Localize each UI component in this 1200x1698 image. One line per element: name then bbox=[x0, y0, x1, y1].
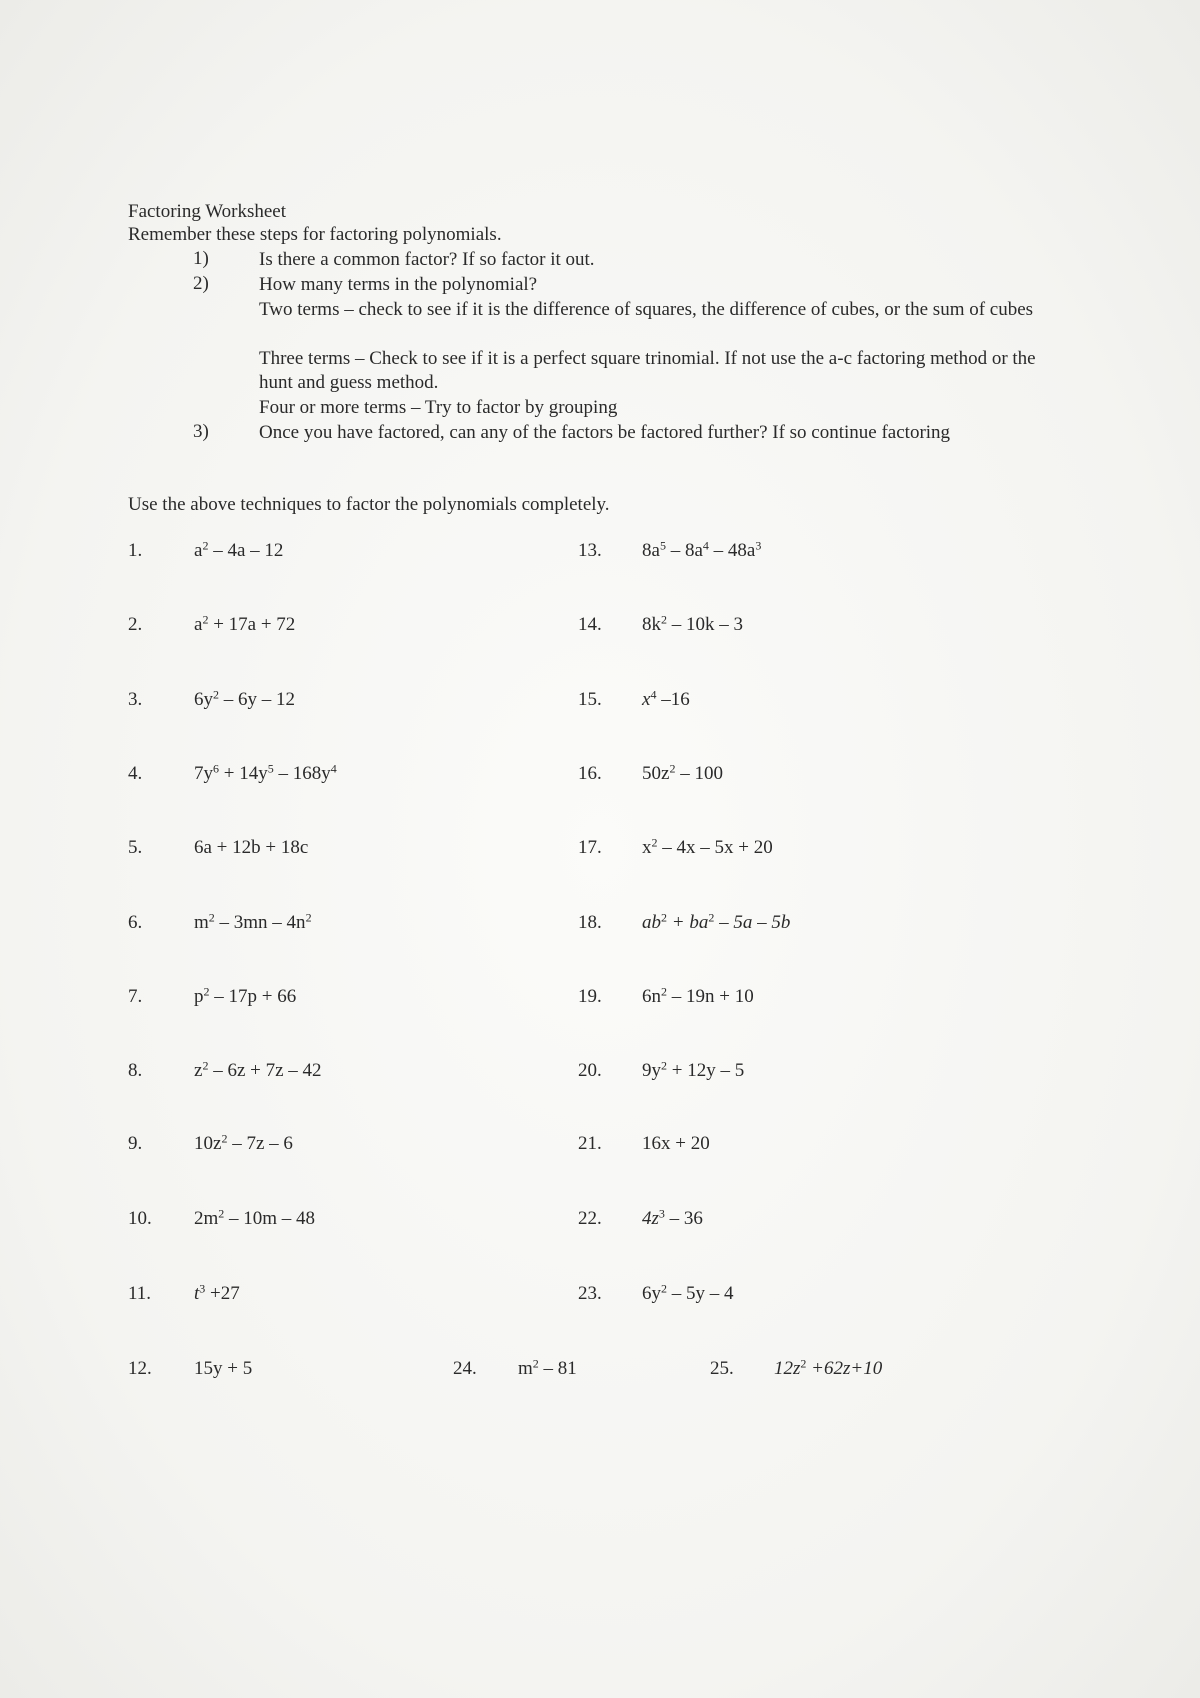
problem-number: 5. bbox=[128, 837, 143, 858]
problem-number: 2. bbox=[128, 614, 143, 635]
problem-expression: $9y^2 + 12y - 5$ bbox=[642, 1058, 745, 1081]
problem-number: 22. bbox=[578, 1208, 602, 1229]
step-text: Four or more terms – Try to factor by grouping bbox=[259, 397, 618, 418]
problem-number: 23. bbox=[578, 1283, 602, 1304]
step-text: Once you have factored, can any of the factors be factored further? If so continue factoring bbox=[259, 422, 951, 443]
problem-expression: $x^2 - 4x - 5x + 20$ bbox=[642, 835, 773, 858]
problem-expression: $50z^2 - 100$ bbox=[642, 761, 723, 784]
problem-expression: $a^2 - 4a - 12$ bbox=[194, 538, 284, 561]
problem-number: 4. bbox=[128, 763, 143, 784]
problem-expression: $6n^2 - 19n + 10$ bbox=[642, 984, 754, 1007]
problem-number: 19. bbox=[578, 986, 602, 1007]
problem-number: 6. bbox=[128, 912, 143, 933]
problem-number: 12. bbox=[128, 1358, 152, 1379]
problem-expression: $ab^2 + ba^2 - 5a - 5b$ bbox=[642, 910, 791, 933]
problem-number: 16. bbox=[578, 763, 602, 784]
problem-number: 24. bbox=[453, 1358, 477, 1379]
problem-expression: $8k^2 - 10k - 3$ bbox=[642, 612, 743, 635]
problem-number: 7. bbox=[128, 986, 143, 1007]
problem-expression: $p^2 - 17p + 66$ bbox=[194, 984, 297, 1007]
problem-expression: 16x + 20 bbox=[642, 1133, 710, 1154]
problem-number: 13. bbox=[578, 540, 602, 561]
problem-number: 11. bbox=[128, 1283, 152, 1304]
problem-number: 20. bbox=[578, 1060, 602, 1081]
step-number: 1) bbox=[193, 248, 209, 269]
problem-expression: $4z^3 - 36$ bbox=[642, 1206, 703, 1229]
problem-expression: 6a + 12b + 18c bbox=[194, 837, 309, 858]
problem-expression: $2m^2 - 10m - 48$ bbox=[194, 1206, 316, 1229]
problem-expression: $8a^5 - 8a^4 - 48a^3$ bbox=[642, 538, 762, 561]
problem-number: 14. bbox=[578, 614, 602, 635]
step-text: Is there a common factor? If so factor it out. bbox=[259, 249, 595, 270]
problem-number: 9. bbox=[128, 1133, 143, 1154]
problem-number: 17. bbox=[578, 837, 602, 858]
problem-expression: $t^3 +27$ bbox=[194, 1281, 240, 1304]
step-number: 2) bbox=[193, 273, 209, 294]
directions-text: Use the above techniques to factor the polynomials completely. bbox=[128, 494, 610, 515]
problem-expression: $6y^2 - 6y - 12$ bbox=[194, 687, 295, 710]
problem-expression: $10z^2 - 7z - 6$ bbox=[194, 1131, 293, 1154]
problem-number: 25. bbox=[710, 1358, 734, 1379]
problem-expression: $z^2 - 6z + 7z - 42$ bbox=[194, 1058, 322, 1081]
problem-number: 21. bbox=[578, 1133, 602, 1154]
problem-number: 18. bbox=[578, 912, 602, 933]
step-number: 3) bbox=[193, 421, 209, 442]
problem-number: 1. bbox=[128, 540, 143, 561]
problem-expression: $12z^2 +62z+10$ bbox=[774, 1356, 883, 1379]
problem-expression: $m^2 - 3mn - 4n^2$ bbox=[194, 910, 312, 933]
problem-number: 3. bbox=[128, 689, 143, 710]
problem-number: 15. bbox=[578, 689, 602, 710]
worksheet-title: Factoring Worksheet bbox=[128, 201, 287, 222]
problem-number: 10. bbox=[128, 1208, 152, 1229]
step-text: Two terms – check to see if it is the difference of squares, the difference of cubes, or the sum of cubes bbox=[259, 299, 1034, 320]
problem-expression: $m^2 - 81$ bbox=[518, 1356, 577, 1379]
step-text: Three terms – Check to see if it is a perfect square trinomial. If not use the a-c factoring method or the hunt and guess method. bbox=[259, 348, 1036, 393]
problem-expression: $6y^2 - 5y - 4$ bbox=[642, 1281, 734, 1304]
problem-number: 8. bbox=[128, 1060, 143, 1081]
step-text: How many terms in the polynomial? bbox=[259, 274, 538, 295]
intro-text: Remember these steps for factoring polynomials. bbox=[128, 224, 502, 245]
problem-expression: $x^4$ –16 bbox=[642, 687, 690, 710]
problem-expression: 15y + 5 bbox=[194, 1358, 253, 1379]
problem-expression: $7y^6 + 14y^5 - 168y^4$ bbox=[194, 761, 337, 784]
problem-expression: $a^2 + 17a + 72$ bbox=[194, 612, 296, 635]
